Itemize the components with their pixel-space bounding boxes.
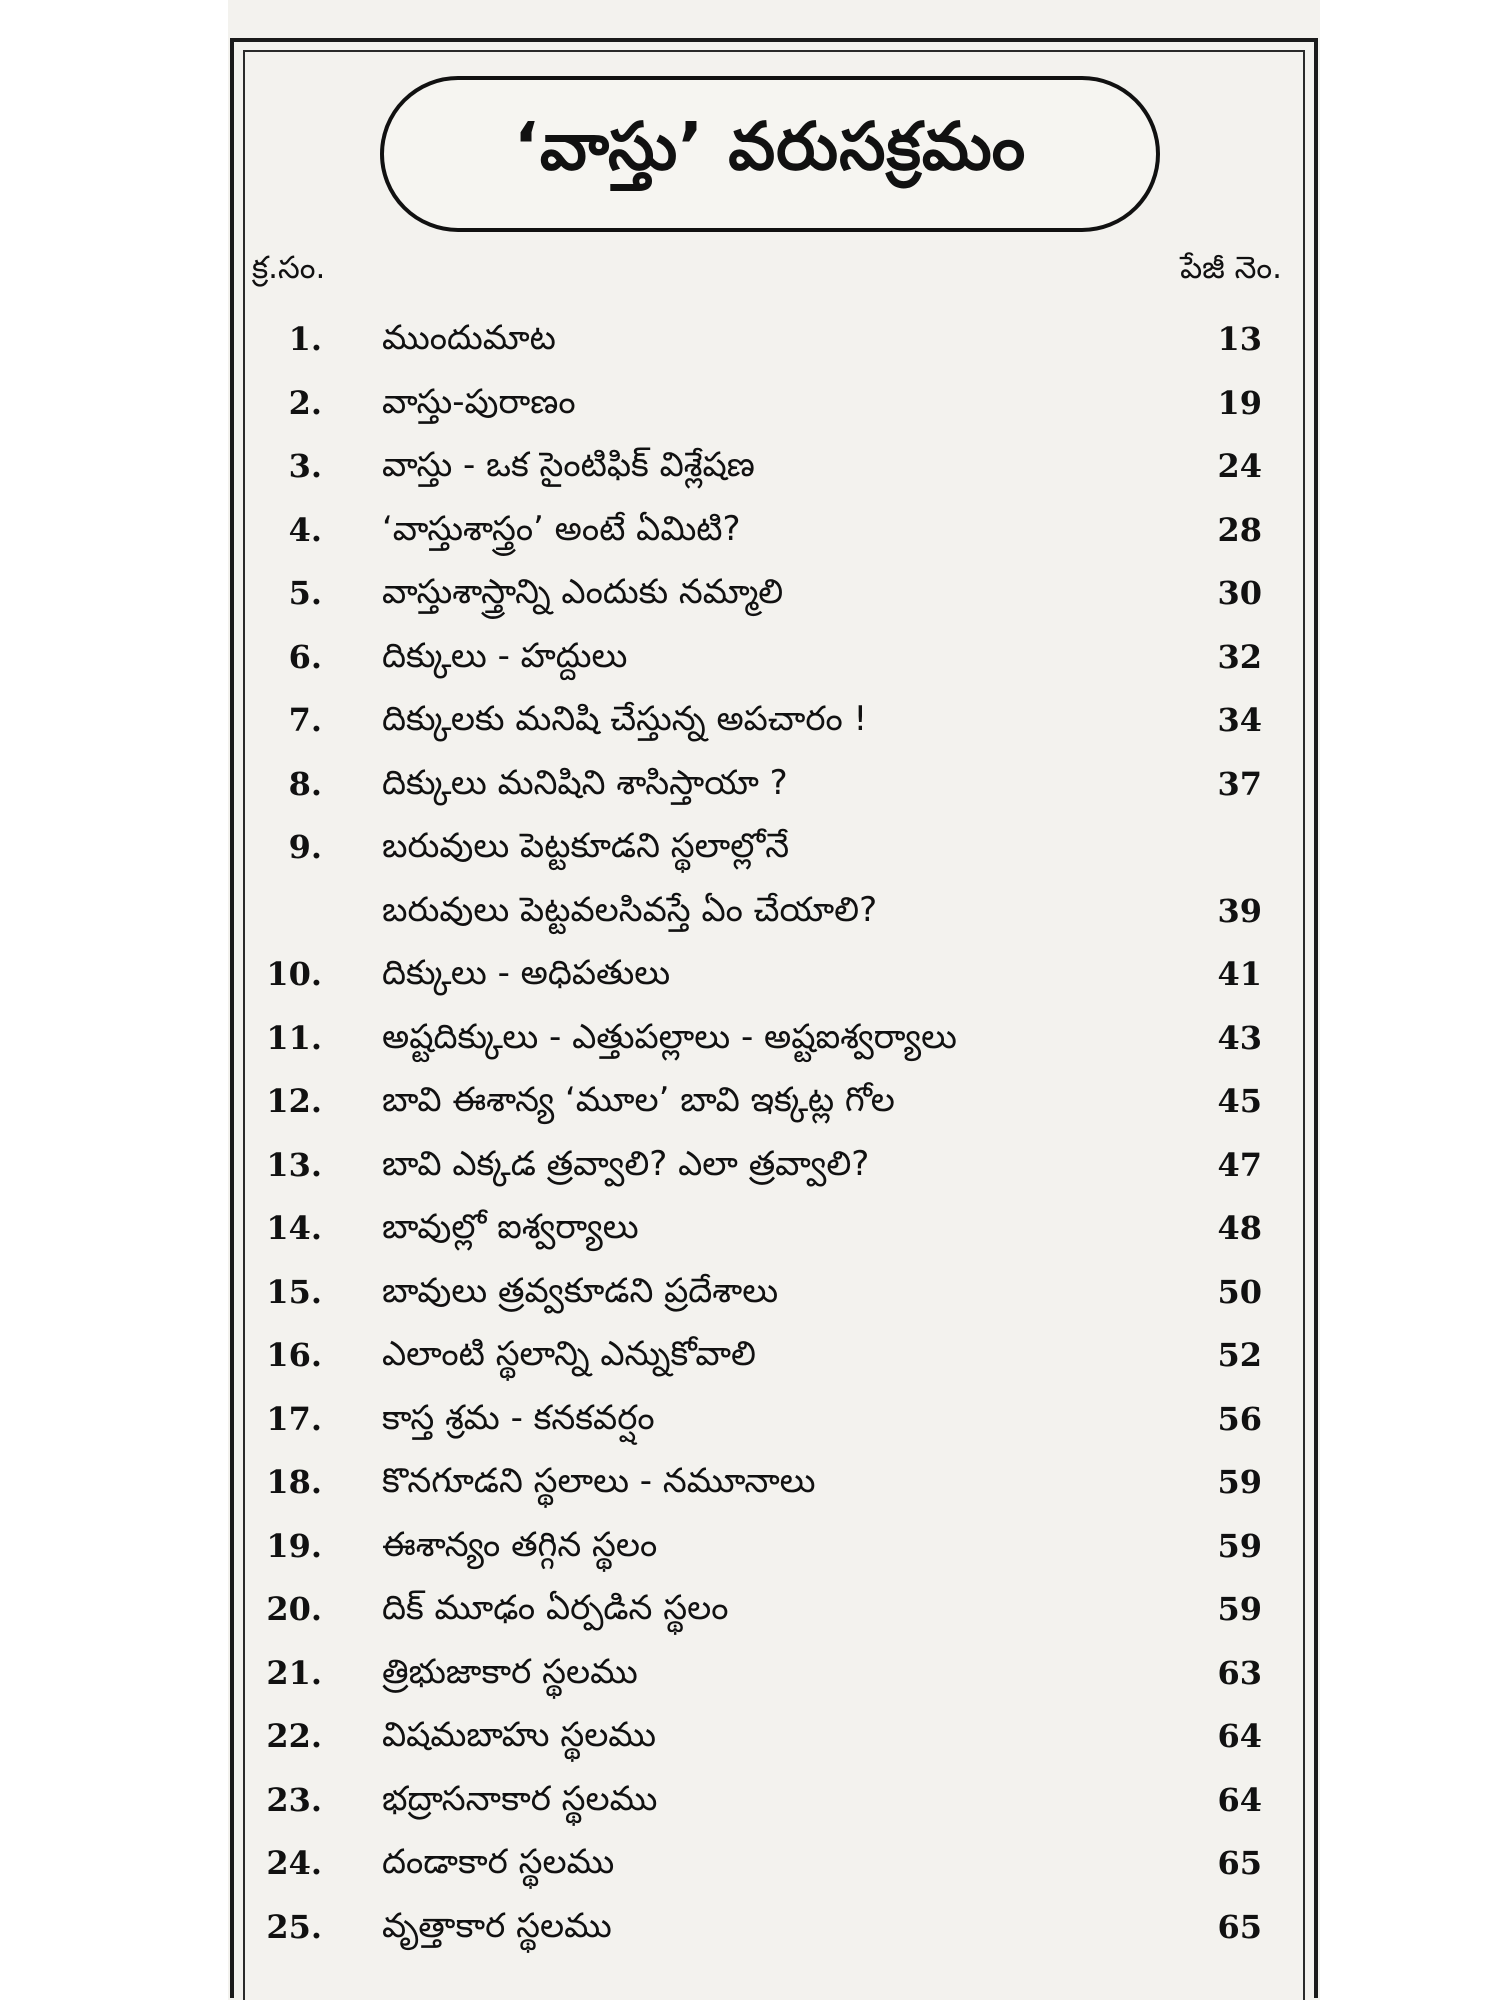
entry-number: 12.: [266, 1082, 322, 1120]
entry-number: 5.: [288, 574, 322, 612]
toc-entry: [250, 1386, 1292, 1450]
entry-page-number: 59: [1217, 1526, 1262, 1565]
entry-number: 14.: [266, 1209, 322, 1247]
toc-entry: [250, 370, 1292, 434]
entry-title: వాస్తు - ఒక సైంటిఫిక్ విశ్లేషణ: [382, 445, 755, 485]
entry-number: 10.: [266, 955, 322, 993]
entry-number: 4.: [288, 510, 322, 549]
entry-title: బావులు త్రవ్వకూడని ప్రదేశాలు: [382, 1270, 779, 1311]
entry-page-number: 43: [1217, 1018, 1262, 1057]
entry-page-number: 32: [1217, 637, 1262, 676]
page-title: ‘వాస్తు’ వరుసక్రమం: [513, 107, 1027, 185]
entry-title: వాస్తు-పురాణం: [382, 381, 576, 422]
entry-title: అష్టదిక్కులు - ఎత్తుపల్లాలు - అష్టఐశ్వర్యాలు: [382, 1016, 957, 1057]
toc-entry: [250, 624, 1292, 688]
entry-page-number: 41: [1217, 955, 1262, 993]
entry-page-number: 28: [1217, 510, 1262, 549]
entry-title: భద్రాసనాకార స్థలము: [382, 1778, 658, 1819]
entry-page-number: 47: [1217, 1145, 1262, 1184]
entry-number: 8.: [288, 764, 322, 803]
entry-number: 19.: [266, 1526, 322, 1565]
entry-title: బావి ఎక్కడ త్రవ్వాలి? ఎలా త్రవ్వాలి?: [382, 1143, 870, 1184]
entry-page-number: 52: [1217, 1336, 1262, 1374]
toc-entry: [250, 560, 1292, 624]
entry-title: కొనగూడని స్థలాలు - నమూనాలు: [382, 1461, 816, 1501]
entry-page-number: 37: [1217, 764, 1262, 803]
entry-page-number: 63: [1217, 1653, 1262, 1692]
entry-number: 17.: [266, 1399, 322, 1438]
entry-number: 6.: [288, 637, 322, 676]
entry-title: కాస్త శ్రమ - కనకవర్షం: [382, 1397, 655, 1438]
toc-entry: [250, 1513, 1292, 1577]
toc-entry: [250, 751, 1292, 815]
toc-entry: [250, 1767, 1292, 1831]
toc-entry: [250, 1132, 1292, 1196]
title-banner: [380, 76, 1160, 232]
entry-page-number: 48: [1217, 1209, 1262, 1247]
entry-page-number: 39: [1217, 891, 1262, 930]
entry-title: దిక్కులకు మనిషి చేస్తున్న అపచారం !: [382, 699, 868, 739]
toc-entry: [250, 941, 1292, 1005]
toc-entry: [250, 1259, 1292, 1323]
toc-entry: [250, 1005, 1292, 1069]
toc-entry: [250, 497, 1292, 561]
entry-title: విషమబాహు స్థలము: [382, 1715, 657, 1755]
entry-page-number: 45: [1217, 1082, 1262, 1120]
table-of-contents: [250, 306, 1292, 1957]
entry-page-number: 13: [1217, 320, 1262, 358]
page-number-header: పేజీ నెం.: [1180, 250, 1282, 286]
toc-entry: [250, 1322, 1292, 1386]
entry-title: వృత్తాకార స్థలము: [382, 1905, 612, 1946]
entry-title: దిక్కులు మనిషిని శాసిస్తాయా ?: [382, 762, 788, 803]
entry-number: 25.: [266, 1907, 322, 1946]
entry-page-number: 59: [1217, 1463, 1262, 1501]
entry-title-continued: బరువులు పెట్టవలసివస్తే ఏం చేయాలి?: [382, 889, 878, 930]
entry-page-number: 24: [1217, 447, 1262, 485]
serial-number-header: క్ర.సం.: [252, 250, 326, 286]
entry-page-number: 59: [1217, 1590, 1262, 1628]
entry-page-number: 30: [1217, 574, 1262, 612]
entry-number: 15.: [266, 1272, 322, 1311]
entry-number: 7.: [288, 701, 322, 739]
toc-entry: [250, 1640, 1292, 1704]
entry-number: 23.: [266, 1780, 322, 1819]
toc-entry: [250, 433, 1292, 497]
entry-title: దండాకార స్థలము: [382, 1842, 615, 1882]
entry-number: 2.: [288, 383, 322, 422]
entry-number: 18.: [266, 1463, 322, 1501]
entry-title: ‘వాస్తుశాస్త్రం’ అంటే ఏమిటి?: [382, 508, 741, 549]
entry-number: 13.: [266, 1145, 322, 1184]
entry-title: బావి ఈశాన్య ‘మూల’ బావి ఇక్కట్ల గోల: [382, 1080, 895, 1120]
toc-entry: [250, 1449, 1292, 1513]
entry-title: బరువులు పెట్టకూడని స్థలాల్లోనే: [382, 826, 790, 866]
entry-title: బావుల్లో ఐశ్వర్యాలు: [382, 1207, 639, 1247]
entry-page-number: 50: [1217, 1272, 1262, 1311]
toc-entry: [250, 1576, 1292, 1640]
entry-title: ఎలాంటి స్థలాన్ని ఎన్నుకోవాలి: [382, 1334, 756, 1374]
entry-number: 22.: [266, 1717, 322, 1755]
entry-page-number: 65: [1217, 1907, 1262, 1946]
toc-entry: [250, 1830, 1292, 1894]
entry-number: 9.: [288, 828, 322, 866]
entry-page-number: 56: [1217, 1399, 1262, 1438]
toc-entry-continuation: [250, 878, 1292, 942]
toc-entry: [250, 814, 1292, 878]
toc-entry: [250, 306, 1292, 370]
entry-title: వాస్తుశాస్త్రాన్ని ఎందుకు నమ్మాలి: [382, 572, 784, 612]
entry-number: 21.: [266, 1653, 322, 1692]
entry-page-number: 64: [1217, 1717, 1262, 1755]
entry-title: దిక్కులు - అధిపతులు: [382, 953, 671, 993]
toc-entry: [250, 1068, 1292, 1132]
entry-title: త్రిభుజాకార స్థలము: [382, 1651, 638, 1692]
entry-number: 3.: [288, 447, 322, 485]
entry-page-number: 19: [1217, 383, 1262, 422]
toc-entry: [250, 1894, 1292, 1958]
entry-number: 11.: [266, 1018, 322, 1057]
entry-number: 16.: [266, 1336, 322, 1374]
toc-entry: [250, 1703, 1292, 1767]
toc-entry: [250, 1195, 1292, 1259]
entry-title: ముందుమాట: [382, 318, 556, 358]
entry-title: దిక్ మూఢం ఏర్పడిన స్థలం: [382, 1588, 729, 1628]
entry-number: 20.: [266, 1590, 322, 1628]
entry-page-number: 65: [1217, 1844, 1262, 1882]
entry-number: 1.: [288, 320, 322, 358]
entry-page-number: 64: [1217, 1780, 1262, 1819]
toc-entry: [250, 687, 1292, 751]
entry-page-number: 34: [1217, 701, 1262, 739]
entry-title: దిక్కులు - హద్దులు: [382, 635, 628, 676]
entry-title: ఈశాన్యం తగ్గిన స్థలం: [382, 1524, 658, 1565]
entry-number: 24.: [266, 1844, 322, 1882]
